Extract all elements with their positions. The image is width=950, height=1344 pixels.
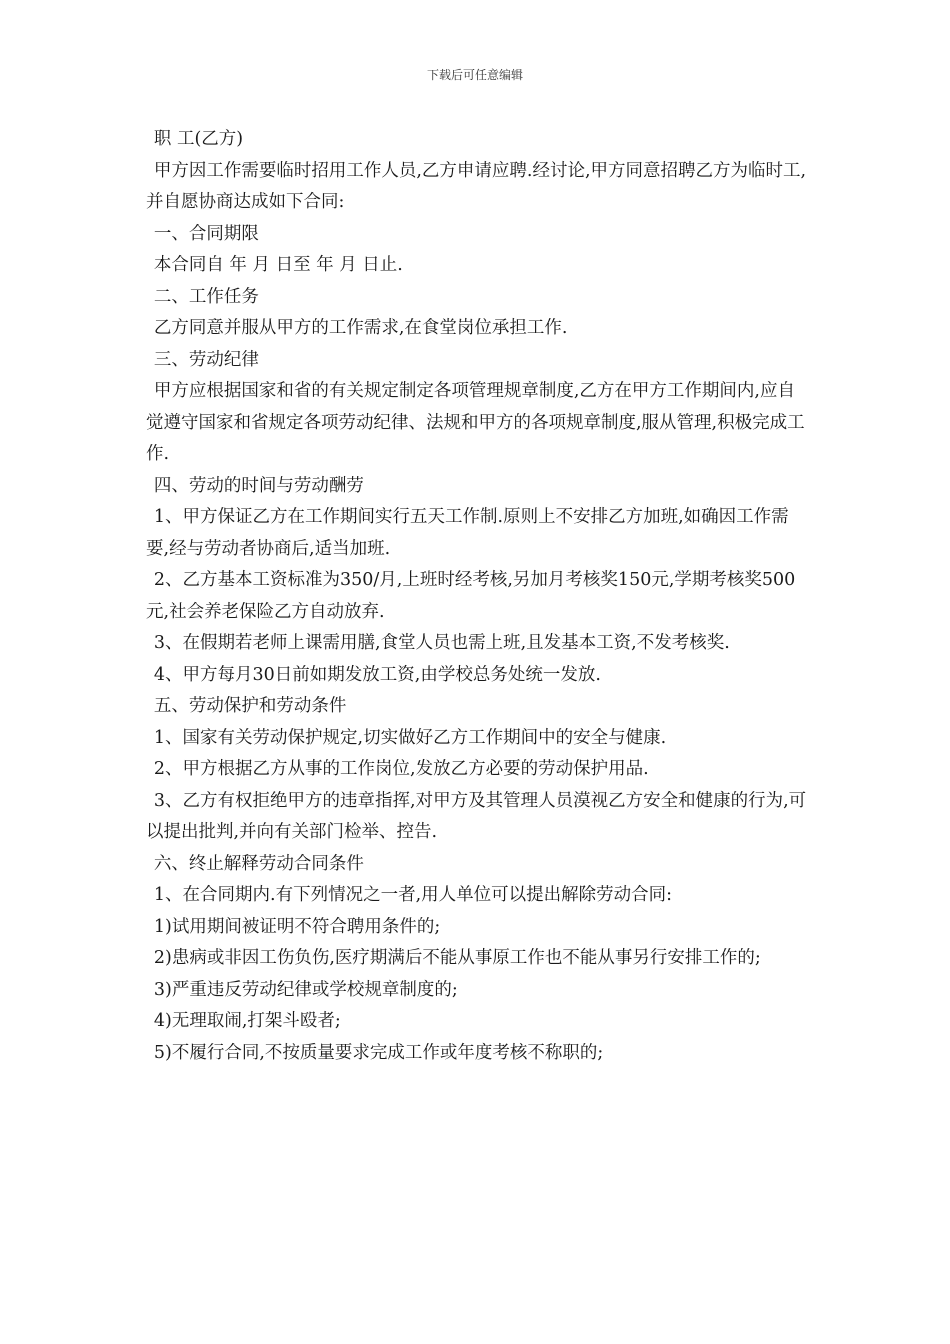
termination-clause-1: 1、在合同期内.有下列情况之一者,用人单位可以提出解除劳动合同: [153, 885, 673, 905]
protection-clause-3: 3、乙方有权拒绝甲方的违章指挥,对甲方及其管理人员漠视乙方安全和健康的行为,可以提出批判,并向有关部门检举、控告. [146, 790, 807, 842]
termination-item-5: 5)不履行合同,不按质量要求完成工作或年度考核不称职的; [153, 1042, 604, 1063]
page-header-note: 下载后可任意编辑 [426, 68, 523, 82]
section-heading-termination: 六、终止解释劳动合同条件 [153, 853, 364, 874]
hours-pay-clause-1: 1、甲方保证乙方在工作期间实行五天工作制.原则上不安排乙方加班,如确因工作需要,经与劳动者协商后,适当加班. [146, 507, 789, 559]
termination-item-2: 2)患病或非因工伤负伤,医疗期满后不能从事原工作也不能从事另行安排工作的; [153, 948, 761, 968]
section-heading-discipline: 三、劳动纪律 [153, 349, 259, 370]
termination-item-4: 4)无理取闹,打架斗殴者; [153, 1011, 341, 1031]
protection-clause-1: 1、国家有关劳动保护规定,切实做好乙方工作期间中的安全与健康. [153, 727, 667, 748]
document-body [146, 124, 810, 1069]
termination-item-1: 1)试用期间被证明不符合聘用条件的; [153, 916, 441, 937]
party-b-line: 职 工(乙方) [153, 129, 244, 149]
section-heading-tasks: 二、工作任务 [153, 286, 259, 307]
section-heading-hours-pay: 四、劳动的时间与劳动酬劳 [153, 475, 364, 496]
tasks-paragraph: 乙方同意并服从甲方的工作需求,在食堂岗位承担工作. [153, 318, 568, 338]
section-heading-protection: 五、劳动保护和劳动条件 [153, 696, 347, 716]
hours-pay-clause-2: 2、乙方基本工资标准为350/月,上班时经考核,另加月考核奖150元,学期考核奖500元,社会养老保险乙方自动放弃. [146, 570, 796, 622]
preamble-paragraph: 甲方因工作需要临时招用工作人员,乙方申请应聘.经讨论,甲方同意招聘乙方为临时工,并自愿协商达成如下合同: [146, 160, 807, 212]
term-paragraph: 本合同自 年 月 日至 年 月 日止. [153, 255, 403, 275]
protection-clause-2: 2、甲方根据乙方从事的工作岗位,发放乙方必要的劳动保护用品. [153, 759, 649, 779]
hours-pay-clause-3: 3、在假期若老师上课需用膳,食堂人员也需上班,且发基本工资,不发考核奖. [153, 633, 730, 653]
discipline-paragraph: 甲方应根据国家和省的有关规定制定各项管理规章制度,乙方在甲方工作期间内,应自觉遵守国家和省规定各项劳动纪律、法规和甲方的各项规章制度,服从管理,积极完成工作. [146, 381, 805, 464]
section-heading-term: 一、合同期限 [153, 223, 259, 244]
termination-item-3: 3)严重违反劳动纪律或学校规章制度的; [153, 979, 458, 1000]
hours-pay-clause-4: 4、甲方每月30日前如期发放工资,由学校总务处统一发放. [153, 664, 601, 685]
